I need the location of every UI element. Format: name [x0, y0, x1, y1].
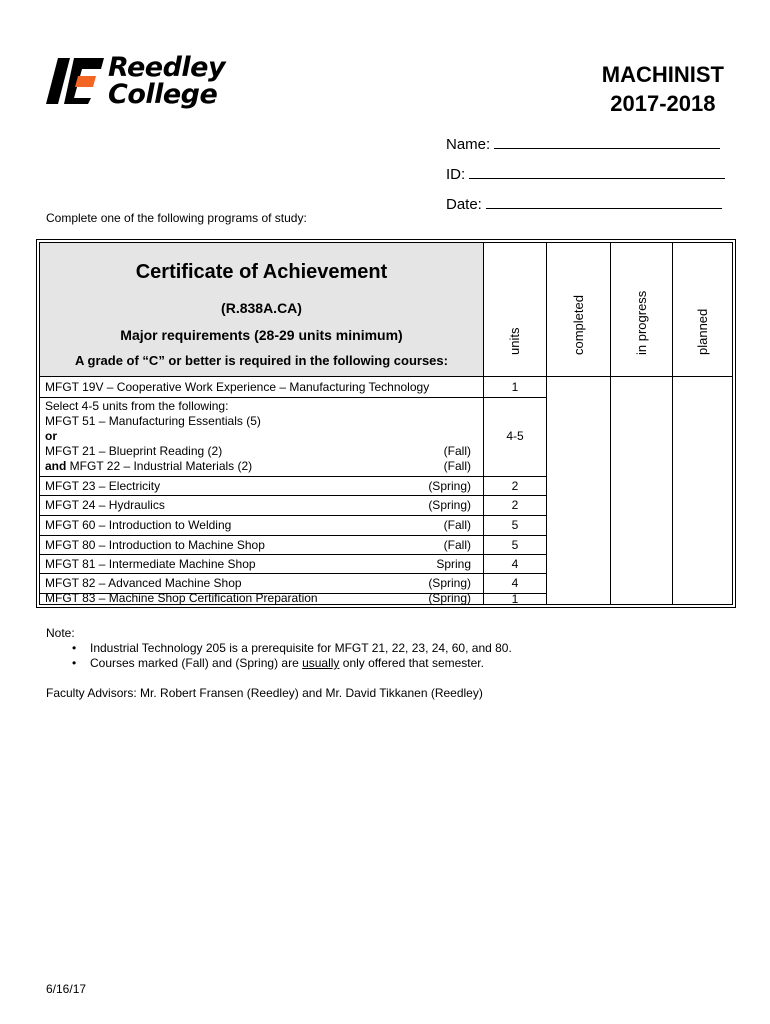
course-title: MFGT 82 – Advanced Machine Shop [45, 576, 242, 590]
logo-line-1: Reedley [108, 52, 226, 83]
column-planned [673, 243, 732, 377]
course-title: MFGT 60 – Introduction to Welding [45, 518, 232, 532]
course-units: 1 [484, 594, 547, 604]
course-title: MFGT 19V – Cooperative Work Experience – Manufacturing Technology [45, 380, 430, 394]
program-title [602, 60, 724, 118]
id-field[interactable] [446, 164, 725, 183]
note-text: Courses marked (Fall) and (Spring) are [90, 656, 303, 670]
faculty-advisors: Faculty Advisors: Mr. Robert Fransen (Reedley) and Mr. David Tikkanen (Reedley) [46, 686, 483, 700]
course-units: 1 [484, 377, 547, 398]
table-row [40, 516, 732, 536]
column-divider [672, 377, 673, 604]
course-title: MFGT 83 – Machine Shop Certification Preparation [45, 591, 318, 605]
grade-requirement: A grade of “C” or better is required in the following courses: [75, 353, 448, 368]
course-option-or: or [45, 429, 57, 443]
course-units: 5 [484, 516, 547, 536]
note-text: only offered that semester. [339, 656, 484, 670]
course-name [40, 536, 484, 555]
program-year: 2017-2018 [610, 91, 716, 116]
table-row [40, 477, 732, 496]
course-option-line: MFGT 51 – Manufacturing Essentials (5) [45, 414, 261, 428]
course-title: MFGT 80 – Introduction to Machine Shop [45, 538, 265, 552]
course-semester: (Fall) [443, 459, 471, 473]
course-units: 2 [484, 477, 547, 496]
course-title: MFGT 81 – Intermediate Machine Shop [45, 557, 256, 571]
course-table [36, 239, 736, 608]
course-name [40, 377, 484, 398]
logo-line-2: College [108, 79, 218, 110]
note-item [90, 656, 512, 671]
notes-section [46, 626, 512, 671]
certificate-code: (R.838A.CA) [221, 300, 302, 316]
column-units [484, 243, 547, 377]
course-option-line [45, 444, 483, 459]
table-row [40, 591, 732, 606]
course-name [40, 477, 484, 496]
footer-date: 6/16/17 [46, 982, 87, 996]
name-line[interactable] [494, 134, 720, 149]
column-completed [547, 243, 611, 377]
date-field[interactable] [446, 194, 722, 213]
course-units: 4 [484, 574, 547, 594]
course-title: MFGT 21 – Blueprint Reading (2) [45, 444, 223, 458]
course-units: 4-5 [484, 398, 547, 477]
course-units: 4 [484, 555, 547, 574]
date-line[interactable] [486, 194, 722, 209]
course-title: MFGT 22 – Industrial Materials (2) [66, 459, 253, 473]
course-option-and: and [45, 459, 67, 473]
course-semester: (Fall) [443, 518, 471, 532]
course-semester: (Spring) [428, 591, 471, 605]
course-semester: (Fall) [443, 538, 471, 552]
note-item: • Industrial Technology 205 is a prerequisite for MFGT 21, 22, 23, 24, 60, and 80. [90, 641, 512, 656]
notes-label: Note: [46, 626, 75, 640]
date-label: Date: [446, 196, 482, 213]
logo-wordmark [108, 54, 225, 108]
course-semester: (Spring) [428, 479, 471, 493]
column-units-label: units [507, 327, 522, 355]
column-completed-label: completed [570, 295, 586, 355]
course-semester: (Spring) [428, 498, 471, 512]
course-option-line [45, 459, 483, 474]
course-name [40, 555, 484, 574]
id-line[interactable] [469, 164, 725, 179]
certificate-header [40, 243, 484, 377]
course-units: 5 [484, 536, 547, 555]
course-units: 2 [484, 496, 547, 516]
table-row [40, 398, 732, 477]
course-name [40, 516, 484, 536]
column-planned-label: planned [694, 308, 710, 355]
table-row [40, 377, 732, 398]
table-row [40, 536, 732, 555]
note-underlined: usually [302, 656, 340, 670]
certificate-title: Certificate of Achievement [135, 261, 388, 283]
program-name: MACHINIST [601, 62, 724, 87]
major-requirements: Major requirements (28-29 units minimum) [120, 327, 403, 343]
table-row [40, 555, 732, 574]
logo-mark-icon [44, 54, 106, 112]
id-label: ID: [446, 166, 466, 183]
course-title: MFGT 24 – Hydraulics [45, 498, 165, 512]
reedley-college-logo [44, 54, 254, 112]
course-name [40, 591, 484, 605]
course-name [40, 496, 484, 516]
table-row [40, 496, 732, 516]
course-semester: (Spring) [428, 576, 471, 590]
course-semester: (Fall) [443, 444, 471, 458]
course-title: MFGT 23 – Electricity [45, 479, 161, 493]
intro-text: Complete one of the following programs of study: [46, 211, 307, 225]
course-semester: Spring [436, 557, 471, 571]
name-label: Name: [446, 136, 491, 153]
course-option-line: Select 4-5 units from the following: [45, 399, 229, 413]
course-name [40, 398, 484, 477]
column-divider [610, 377, 611, 604]
name-field[interactable] [446, 134, 720, 153]
column-in-progress [611, 243, 673, 377]
column-in-progress-label: in progress [633, 290, 649, 355]
